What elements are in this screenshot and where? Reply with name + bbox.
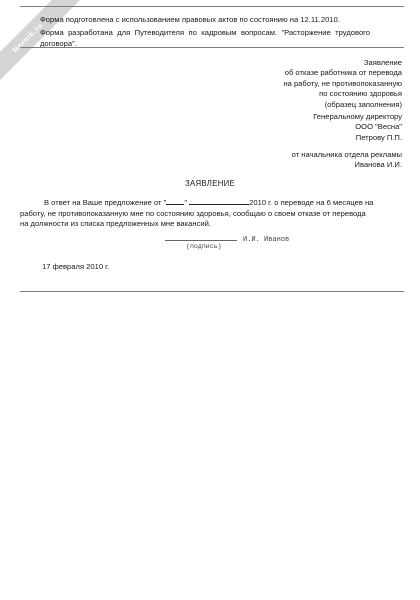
sender-line: Иванова И.И. [354, 160, 402, 170]
signer-name: И.И. Иванов [243, 236, 290, 244]
body-text-part: 2010 г. о переводе на 6 месяцев на [249, 198, 374, 207]
day-blank [166, 196, 184, 205]
body-line-2: работу, не противопоказанную мне по состоянию здоровья, сообщаю о своем отказе от перевода [20, 208, 366, 218]
body-text-part: " [184, 198, 190, 207]
heading-line: по состоянию здоровья [319, 89, 402, 99]
month-blank [189, 196, 249, 205]
body-line-3: на должности из списка предложенных мне вакансий. [20, 219, 211, 229]
document-title: ЗАЯВЛЕНИЕ [184, 179, 236, 188]
sender-block [182, 150, 402, 171]
notice-line-1: Форма подготовлена с использованием правовых актов по состоянию на 12.11.2010. [40, 15, 340, 24]
body-text-part: В ответ на Ваше предложение от " [44, 198, 167, 207]
statement-body [20, 196, 400, 230]
bottom-divider [20, 291, 404, 292]
heading-line: (образец заполнения) [324, 99, 402, 109]
top-divider [20, 6, 404, 7]
signature-line [165, 232, 237, 241]
watermark [0, 0, 45, 90]
notice-line-2: Форма разработана для Путеводителя по кадровым вопросам. "Расторжение трудового договора". [40, 28, 370, 48]
signature-row [165, 232, 289, 244]
addressee-line: Петрову П.П. [355, 132, 402, 142]
document-heading [182, 58, 402, 110]
body-line-1 [20, 196, 400, 209]
document-date: 17 февраля 2010 г. [42, 262, 110, 271]
heading-line: Заявление [363, 58, 402, 67]
heading-line: на работу, не противопоказанную [283, 78, 402, 88]
watermark-text: Nornik.ru [0, 0, 85, 95]
heading-line: об отказе работника от перевода [284, 68, 402, 78]
signature-caption: (подпись) [186, 243, 222, 250]
addressee-line: Генеральному директору [313, 112, 402, 121]
addressee-line: ООО "Весна" [355, 122, 402, 132]
notice-divider [20, 47, 404, 48]
addressee-block [182, 112, 402, 143]
sender-line: от начальника отдела рекламы [291, 150, 402, 159]
